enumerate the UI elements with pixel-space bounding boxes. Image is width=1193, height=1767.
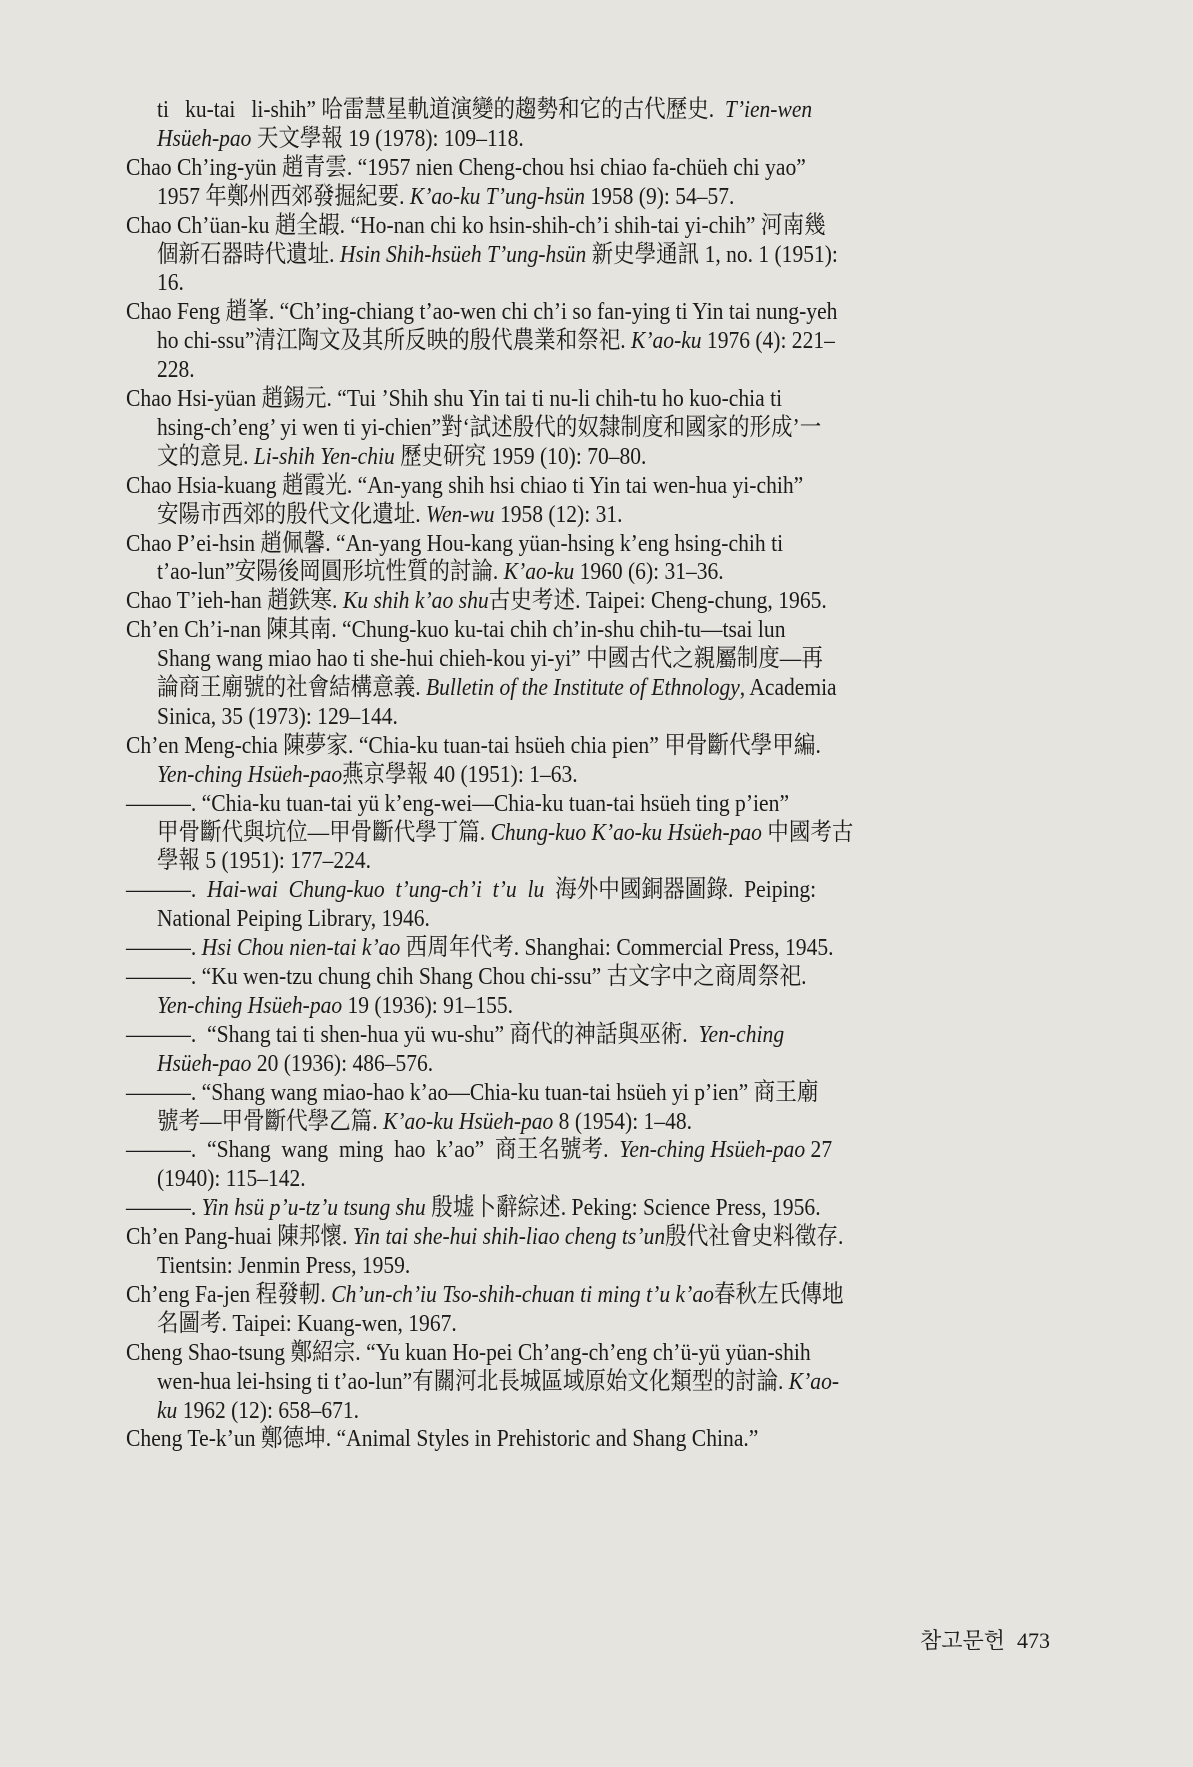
- bib-line: [126, 1221, 1067, 1253]
- line-text: Ch’en Meng-chia 陳夢家. “Chia-ku tuan-tai hsüeh chia pien” 甲骨斷代學甲編.: [126, 731, 821, 759]
- italic-text: Yen-ching Hsüeh-pao: [619, 1136, 806, 1164]
- line-text: Ch’en Pang-huai 陳邦懷.: [126, 1223, 353, 1251]
- line-text: 文的意見.: [157, 442, 254, 470]
- bib-line: [157, 1048, 1067, 1080]
- italic-text: Hsin Shih-hsüeh T’ung-hsün: [339, 240, 587, 268]
- line-text: ———. “Shang tai ti shen-hua yü wu-shu” 商代的神話與巫術.: [126, 1020, 699, 1048]
- bib-line: [157, 267, 1067, 299]
- line-text: 19 (1936): 91–155.: [342, 991, 514, 1019]
- bib-line: [157, 903, 1067, 935]
- bib-line: [157, 1395, 1067, 1427]
- bib-line: [126, 1134, 1067, 1166]
- line-text: 殷代社會史料徵存.: [665, 1223, 844, 1251]
- line-text: Chao Feng 趙峯. “Ch’ing-chiang t’ao-wen chi ch’i so fan-ying ti Yin tai nung-yeh: [126, 298, 838, 326]
- line-text: 學報 5 (1951): 177–224.: [157, 847, 371, 875]
- italic-text: Bulletin of the Institute of Ethnology: [426, 674, 740, 701]
- bib-line: [126, 1337, 1067, 1369]
- bib-line: [157, 94, 1067, 126]
- italic-text: Ku shih k’ao shu: [342, 587, 489, 615]
- italic-text: Hai-wai Chung-kuo t’ung-ch’i t’u lu: [207, 876, 545, 904]
- line-text: ———.: [126, 876, 208, 904]
- italic-text: K’ao-ku Hsüeh-pao: [382, 1107, 554, 1135]
- italic-text: ku: [157, 1396, 178, 1424]
- line-text: 8 (1954): 1–48.: [553, 1107, 692, 1135]
- line-text: Chao T’ieh-han 趙鉄寒.: [126, 587, 343, 615]
- bib-line: [157, 412, 1067, 444]
- bib-line: [126, 1077, 1067, 1109]
- bib-line: [157, 672, 1067, 704]
- line-text: ———.: [126, 934, 202, 962]
- line-text: 論商王廟號的社會結構意義.: [157, 674, 427, 701]
- bib-line: [157, 701, 1067, 733]
- line-text: 殷墟卜辭綜述. Peking: Science Press, 1956.: [425, 1194, 821, 1222]
- bib-line: [126, 874, 1067, 906]
- line-text: 1958 (12): 31.: [494, 500, 623, 528]
- line-text: 1957 年鄭州西郊發掘紀要.: [157, 182, 410, 210]
- line-text: wen-hua lei-hsing ti t’ao-lun”有關河北長城區域原始文化類型的討論.: [157, 1367, 789, 1395]
- line-text: Shang wang miao hao ti she-hui chieh-kou yi-yi” 中國古代之親屬制度—再: [157, 645, 823, 673]
- italic-text: Yen-ching Hsüeh-pao: [157, 991, 343, 1019]
- line-text: Chao P’ei-hsin 趙佩馨. “An-yang Hou-kang yüan-hsing k’eng hsing-chih ti: [126, 529, 784, 557]
- bib-line: [126, 1279, 1067, 1311]
- line-text: 海外中國銅器圖錄. Peiping:: [544, 876, 817, 904]
- bib-line: [157, 845, 1067, 877]
- line-text: 16.: [157, 269, 184, 297]
- bib-line: [126, 614, 1067, 646]
- bib-line: [157, 239, 1067, 271]
- line-text: Chao Hsia-kuang 趙霞光. “An-yang shih hsi chiao ti Yin tai wen-hua yi-chih”: [126, 471, 804, 499]
- bib-line: [157, 1308, 1067, 1340]
- italic-text: Hsüeh-pao: [157, 1049, 252, 1077]
- bib-line: [157, 817, 1067, 849]
- bib-line: [126, 383, 1067, 415]
- line-text: ———. “Chia-ku tuan-tai yü k’eng-wei—Chia-ku tuan-tai hsüeh ting p’ien”: [126, 789, 790, 817]
- line-text: 春秋左氏傳地: [713, 1280, 844, 1308]
- bib-line: [126, 528, 1067, 560]
- bib-line: [157, 181, 1067, 213]
- line-text: Chao Ch’üan-ku 趙全嘏. “Ho-nan chi ko hsin-shih-ch’i shih-tai yi-chih” 河南幾: [126, 211, 826, 239]
- bib-line: [157, 325, 1067, 357]
- bib-line: [126, 210, 1067, 242]
- line-text: , Academia: [739, 674, 837, 701]
- italic-text: K’ao-: [788, 1367, 840, 1395]
- bib-line: [126, 296, 1067, 328]
- line-text: ti ku-tai li-shih” 哈雷慧星軌道演變的趨勢和它的古代歷史.: [157, 96, 725, 123]
- line-text: Ch’eng Fa-jen 程發軔.: [126, 1280, 332, 1308]
- bib-line: [126, 961, 1067, 993]
- bib-line: [126, 932, 1067, 964]
- line-text: Chao Hsi-yüan 趙錫元. “Tui ’Shih shu Yin tai ti nu-li chih-tu ho kuo-chia ti: [126, 385, 783, 412]
- line-text: 20 (1936): 486–576.: [251, 1049, 434, 1077]
- line-text: Cheng Shao-tsung 鄭紹宗. “Yu kuan Ho-pei Ch’ang-ch’eng ch’ü-yü yüan-shih: [126, 1338, 811, 1366]
- line-text: Tientsin: Jenmin Press, 1959.: [157, 1252, 411, 1279]
- line-text: 中國考古: [761, 818, 854, 846]
- line-text: 歷史研究 1959 (10): 70–80.: [394, 442, 647, 470]
- italic-text: Yen-ching Hsüeh-pao: [157, 760, 343, 788]
- line-text: 1960 (6): 31–36.: [574, 558, 724, 586]
- bib-line: [157, 1250, 1067, 1282]
- line-text: National Peiping Library, 1946.: [157, 905, 430, 933]
- line-text: 古史考述. Taipei: Cheng-chung, 1965.: [488, 587, 827, 615]
- line-text: ho chi-ssu”清江陶文及其所反映的殷代農業和祭祀.: [157, 327, 632, 355]
- line-text: 1976 (4): 221–: [701, 327, 835, 355]
- line-text: Ch’en Ch’i-nan 陳其南. “Chung-kuo ku-tai chih ch’in-shu chih-tu—tsai lun: [126, 616, 786, 644]
- bib-line: [157, 556, 1067, 588]
- line-text: Sinica, 35 (1973): 129–144.: [157, 702, 398, 730]
- page-footer: [920, 1624, 1050, 1655]
- bib-line: [157, 1106, 1067, 1138]
- line-text: 1962 (12): 658–671.: [177, 1396, 360, 1424]
- italic-text: K’ao-ku: [503, 558, 575, 586]
- bib-line: [157, 643, 1067, 675]
- section-label: 참고문헌: [920, 1628, 1006, 1653]
- bib-line: [157, 1163, 1067, 1195]
- italic-text: Ch’un-ch’iu Tso-shih-chuan ti ming t’u k’ao: [331, 1280, 714, 1308]
- line-text: (1940): 115–142.: [157, 1165, 306, 1193]
- bib-line: [126, 730, 1067, 762]
- bib-line: [157, 759, 1067, 791]
- italic-text: T’ien-wen: [724, 96, 813, 123]
- italic-text: Chung-kuo K’ao-ku Hsüeh-pao: [490, 818, 762, 846]
- bib-line: [157, 499, 1067, 531]
- bib-line: [126, 1423, 1067, 1455]
- line-text: Cheng Te-k’un 鄭德坤. “Animal Styles in Prehistoric and Shang China.”: [126, 1425, 759, 1453]
- italic-text: Hsi Chou nien-tai k’ao: [201, 934, 401, 962]
- line-text: 安陽市西郊的殷代文化遺址.: [157, 500, 427, 528]
- line-text: 燕京學報 40 (1951): 1–63.: [342, 760, 578, 788]
- bib-line: [157, 354, 1067, 386]
- bib-line: [126, 152, 1067, 184]
- bib-line: [126, 1019, 1067, 1051]
- line-text: 號考—甲骨斷代學乙篇.: [157, 1107, 383, 1135]
- bib-line: [126, 788, 1067, 820]
- italic-text: Wen-wu: [426, 500, 495, 528]
- line-text: Chao Ch’ing-yün 趙青雲. “1957 nien Cheng-chou hsi chiao fa-chüeh chi yao”: [126, 153, 806, 181]
- italic-text: Yen-ching: [698, 1020, 785, 1048]
- italic-text: Yin tai she-hui shih-liao cheng ts’un: [352, 1223, 666, 1251]
- line-text: ———. “Shang wang miao-hao k’ao—Chia-ku tuan-tai hsüeh yi p’ien” 商王廟: [126, 1078, 819, 1106]
- line-text: t’ao-lun”安陽後岡圓形坑性質的討論.: [157, 558, 504, 586]
- italic-text: Hsüeh-pao: [157, 124, 252, 152]
- bib-line: [157, 123, 1067, 155]
- bib-line: [157, 1366, 1067, 1398]
- line-text: 1958 (9): 54–57.: [585, 182, 735, 210]
- italic-text: Yin hsü p’u-tz’u tsung shu: [201, 1194, 426, 1222]
- bib-line: [126, 470, 1067, 502]
- line-text: 27: [805, 1136, 833, 1164]
- line-text: hsing-ch’eng’ yi wen ti yi-chien”對‘試述殷代的奴隸制度和國家的形成’一: [157, 413, 822, 441]
- line-text: ———. “Shang wang ming hao k’ao” 商王名號考.: [126, 1136, 620, 1164]
- line-text: ———.: [126, 1194, 202, 1222]
- line-text: 新史學通訊 1, no. 1 (1951):: [586, 240, 838, 268]
- line-text: 228.: [157, 356, 195, 384]
- line-text: ———. “Ku wen-tzu chung chih Shang Chou chi-ssu” 古文字中之商周祭祀.: [126, 963, 807, 990]
- bib-line: [126, 585, 1067, 617]
- italic-text: Li-shih Yen-chiu: [253, 442, 395, 470]
- line-text: 名圖考. Taipei: Kuang-wen, 1967.: [157, 1309, 457, 1337]
- line-text: 西周年代考. Shanghai: Commercial Press, 1945.: [400, 934, 834, 962]
- bib-line: [157, 441, 1067, 473]
- bib-line: [126, 1192, 1067, 1224]
- line-text: 甲骨斷代與坑位—甲骨斷代學丁篇.: [157, 818, 491, 846]
- line-text: 天文學報 19 (1978): 109–118.: [251, 124, 524, 152]
- line-text: 個新石器時代遺址.: [157, 240, 340, 268]
- italic-text: K’ao-ku: [631, 327, 702, 355]
- italic-text: K’ao-ku T’ung-hsün: [409, 182, 586, 210]
- bib-line: [157, 990, 1067, 1022]
- page-number: 473: [1017, 1628, 1051, 1653]
